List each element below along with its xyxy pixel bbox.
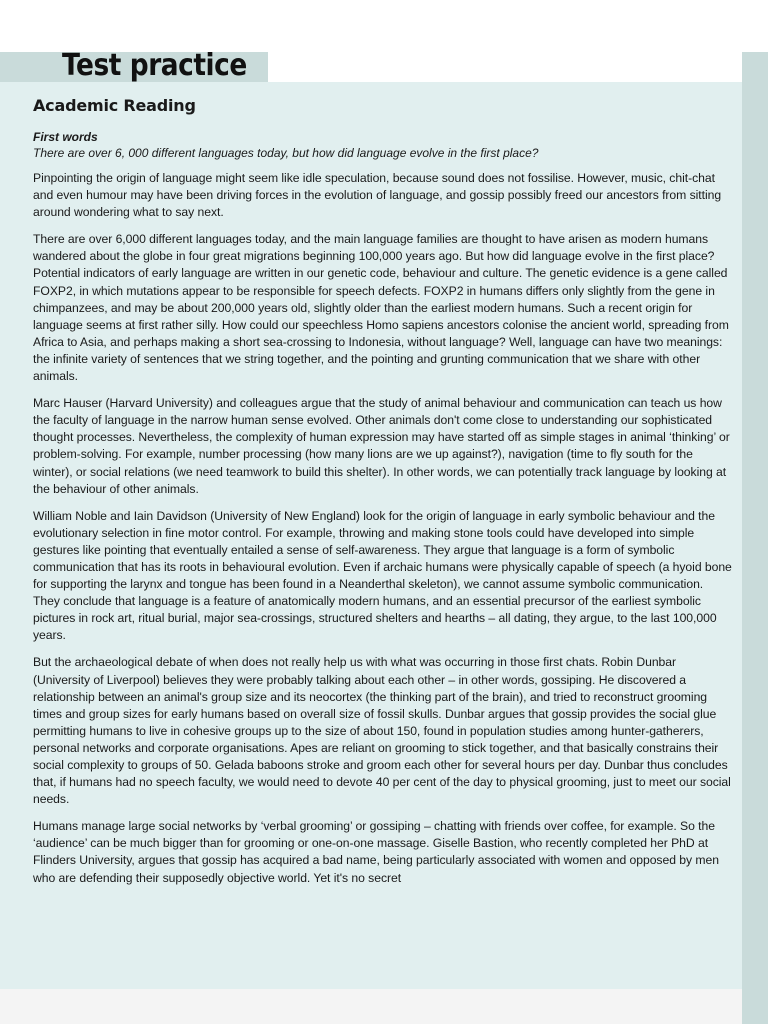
paragraph-1: Pinpointing the origin of language might seem like idle speculation, because sound does not fossilise. However, music, chit-chat and even humour may have been driving forces in the evolution of language, and gossip possibly freed our ancestors from sitting around wondering what to say next. xyxy=(33,171,722,220)
paragraph-2: There are over 6,000 different languages today, and the main language families are thought to have arisen as modern humans wandered about the globe in four great migrations beginning 100,000 years ago. But how did language evolve in the first place? Potential indicators of early language are written in our genetic code, behaviour and culture. The genetic evidence is a gene called FOXP2, in which mutations appear to be responsible for speech defects. FOXP2 in humans differs only slightly from the gene in chimpanzees, and may be about 200,000 years old, slightly older than the earliest modern humans. Such a recent origin for language seems at first rather silly. How could our speechless Homo sapiens ancestors colonise the ancient world, spreading from Africa to Asia, and perhaps making a short sea-crossing to Indonesia, without language? Well, language can have two meanings: the infinite variety of sentences that we string together, and the pointing and grunting communication that we share with other animals. xyxy=(33,232,729,384)
top-margin xyxy=(0,0,768,52)
section-heading: Academic Reading xyxy=(33,96,196,115)
reading-content xyxy=(33,96,733,897)
page-title: Test practice xyxy=(62,48,247,83)
article-subtitle: There are over 6, 000 different languages today, but how did language evolve in the first place? xyxy=(33,146,539,160)
paragraph-4: William Noble and Iain Davidson (University of New England) look for the origin of language in early symbolic behaviour and the evolutionary selection in fine motor control. For example, throwing and making stone tools could have developed into simple gestures like pointing that eventually entailed a sense of self-awareness. They argue that language is a form of symbolic communication that has its roots in behavioural evolution. Even if archaic humans were physically capable of speech (a hyoid bone for supporting the larynx and tongue has been found in a Neanderthal skeleton), we cannot assume symbolic communication. They conclude that language is a feature of anatomically modern humans, and an essential precursor of the earliest symbolic pictures in rock art, ritual burial, major sea-crossings, structured shelters and hearths – all dating, they argue, to the last 100,000 years. xyxy=(33,508,732,643)
paragraph-6: Humans manage large social networks by ‘verbal grooming’ or gossiping – chatting with friends over coffee, for example. So the ‘audience’ can be much bigger than for grooming or one-on-one massage. Giselle Bastion, who recently completed her PhD at Flinders University, argues that gossip has acquired a bad name, being particularly associated with women and opposed by men who are defending their supposedly objective world. Yet it's no secret xyxy=(33,819,719,885)
paragraph-5: But the archaeological debate of when does not really help us with what was occurring in those first chats. Robin Dunbar (University of Liverpool) believes they were probably talking about each other – in other words, gossiping. He discovered a relationship between an animal's group size and its neocortex (the thinking part of the brain), and tried to reconstruct grooming times and group sizes for early humans based on overall size of fossil skulls. Dunbar argues that gossip provides the social glue permitting humans to live in cohesive groups up to the size of about 150, found in population studies among hunter-gatherers, personal networks and corporate organisations. Apes are reliant on grooming to stick together, and that basically constrains their social complexity to groups of 50. Gelada baboons stroke and groom each other for several hours per day. Dunbar thus concludes that, if humans had no speech faculty, we would need to devote 40 per cent of the day to physical grooming, just to meet our social needs. xyxy=(33,655,731,807)
article-title: First words xyxy=(33,130,98,144)
left-margin-strip xyxy=(0,82,22,989)
paragraph-3: Marc Hauser (Harvard University) and colleagues argue that the study of animal behaviour and communication can teach us how the faculty of language in the narrow human sense evolved. Other animals don't come close to understanding our sophisticated thought processes. Nevertheless, the complexity of human expression may have started off as simple stages in animal ‘thinking’ or problem-solving. For example, number processing (how many lions are we up against?), navigation (time to fly south for the winter), or social relations (we need teamwork to build this shelter). In other words, we can potentially track language by looking at the behaviour of other animals. xyxy=(33,396,730,496)
right-edge-strip xyxy=(742,52,768,1024)
bottom-margin xyxy=(0,989,742,1024)
